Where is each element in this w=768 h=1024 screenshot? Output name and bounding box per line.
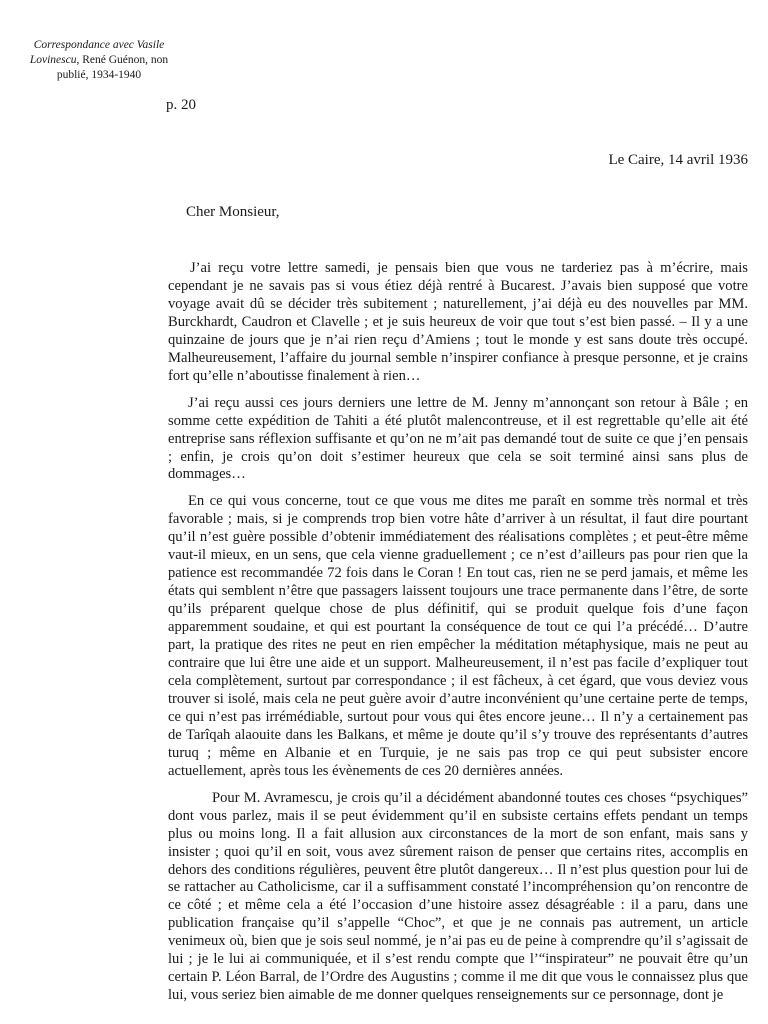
paragraph-2: J’ai reçu aussi ces jours derniers une lettre de M. Jenny m’annonçant son retour à Bâle ; en somme cette expédition de Tahiti a été plutôt malencontreuse, et il est regrettable qu’elle ait été entreprise sans réflexion suffisante et qu’on ne m’ait pas demandé tout de suite ce que j’en pensais ; enfin, je crois qu’on doit s’estimer heureux que cela se soit terminé ainsi sans plus de dommages… [168, 394, 748, 483]
page-number: p. 20 [166, 97, 196, 113]
letter-date: Le Caire, 14 avril 1936 [608, 152, 748, 168]
source-note [20, 38, 178, 83]
paragraph-1: J’ai reçu votre lettre samedi, je pensais bien que vous ne tarderiez pas à m’écrire, mais cependant je ne savais pas si vous étiez déjà rentré à Bucarest. J’avais bien supposé que votre voyage avait dû se décider très subitement ; naturellement, j’ai déjà eu des nouvelles par MM. Burckhardt, Caudron et Clavelle ; et je suis heureux de voir que tout s’est bien passé. – Il y a une quinzaine de jours que je n’ai rien reçu d’Amiens ; tout le monde y est sans doute très occupé. Malheureusement, l’affaire du journal semble n’inspirer confiance à presque personne, et je crains fort qu’elle n’aboutisse finalement à rien… [168, 260, 748, 384]
source-title: Correspondance avec Vasile Lovinescu [29, 39, 165, 66]
letter-body [168, 260, 748, 1014]
paragraph-4: Pour M. Avramescu, je crois qu’il a décidément abandonné toutes ces choses “psychiques” dont vous parlez, mais il se peut évidemment qu’il en subsiste certains effets pendant un temps plus ou moins long. Il a fait allusion aux circonstances de la mort de son enfant, mais sans y insister ; quoi qu’il en soit, vous avez sûrement raison de penser que certains rites, accomplis en dehors des conditions régulières, peuvent être plutôt dangereux… Il n’est plus question pour lui de se rattacher au Catholicisme, car il a suffisamment constaté l’incompréhension qu’on rencontre de ce côté ; et même cela a été l’occasion d’une histoire assez désagréable : il a paru, dans une publication française qu’il s’appelle “Choc”, et que je ne connais pas autrement, un article venimeux où, bien que je sois seul nommé, je n’ai pas eu de peine à comprendre qu’il s’agissait de lui ; je le lui ai communiquée, et il s’est rendu compte que l’“inspirateur” ne pouvait être qu’un certain P. Léon Barral, de l’Ordre des Augustins ; comme il me dit que vous le connaissez plus que lui, vous seriez bien aimable de me donner quelques renseignements sur ce personnage, dont je [168, 789, 748, 1004]
salutation: Cher Monsieur, [186, 204, 280, 220]
paragraph-3: En ce qui vous concerne, tout ce que vous me dites me paraît en somme très normal et très favorable ; mais, si je comprends trop bien votre hâte d’arriver à un résultat, il faut dire pourtant qu’il n’est guère possible d’obtenir immédiatement des réalisations complètes ; et peut-être même vaut-il mieux, en un sens, que cela vienne graduellement ; ce n’est d’ailleurs pas pour rien que la patience est recommandée 72 fois dans le Coran ! En tout cas, rien ne se perd jamais, et même les états qui semblent n’être que passagers laissent toujours une trace permanente dans l’être, de sorte qu’ils préparent quelque chose de plus définitif, qui se produit quelque fois d’une façon apparemment soudaine, et qui est pourtant la conséquence de tout ce qui l’a précédé… D’autre part, la pratique des rites ne peut en rien empêcher la méditation métaphysique, mais ne peut au contraire que lui être une aide et un support. Malheureusement, il n’est pas facile d’expliquer tout cela complètement, surtout par correspondance ; il est fâcheux, à cet égard, que vous deviez vous trouver si isolé, mais cela ne peut guère avoir d’autre inconvénient qu’une certaine perte de temps, ce qui n’est pas irrémédiable, surtout pour vous qui êtes encore jeune… Il n’y a certainement pas de Tarîqah alaouite dans les Balkans, et même je doute qu’il s’y trouve des représentants d’autres turuq ; même en Albanie et en Turquie, je ne sais pas trop ce qui peut subsister encore actuellement, après tous les évènements de ces 20 dernières années. [168, 493, 748, 779]
source-details: , René Guénon, non publié, 1934-1940 [56, 54, 169, 81]
